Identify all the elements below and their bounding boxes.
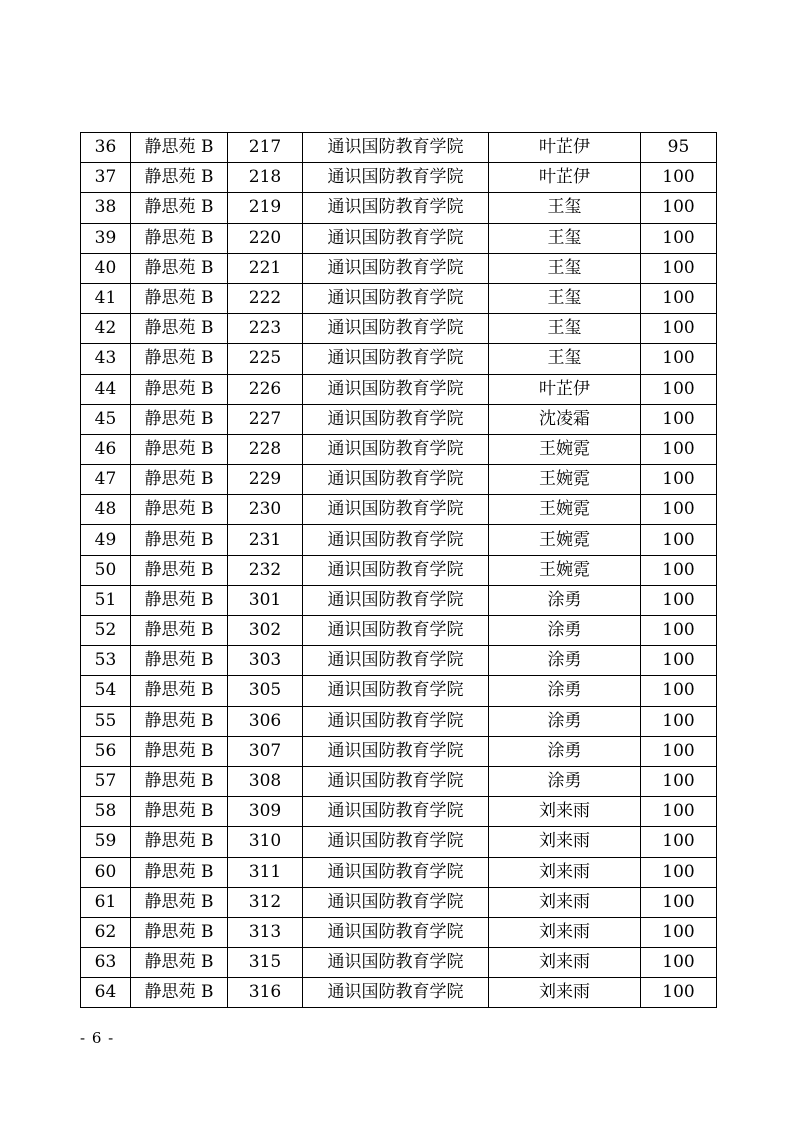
college-cell: 通识国防教育学院	[303, 857, 489, 887]
responsible-person-cell: 王婉霓	[489, 555, 641, 585]
room-number-cell: 302	[228, 616, 303, 646]
room-number-cell: 220	[228, 223, 303, 253]
college-cell: 通识国防教育学院	[303, 495, 489, 525]
building-cell: 静思苑 B	[131, 676, 228, 706]
row-number-cell: 36	[81, 133, 131, 163]
table-row	[81, 404, 717, 434]
row-number-cell: 59	[81, 827, 131, 857]
row-number-cell: 45	[81, 404, 131, 434]
row-number-cell: 49	[81, 525, 131, 555]
college-cell: 通识国防教育学院	[303, 223, 489, 253]
building-cell: 静思苑 B	[131, 314, 228, 344]
responsible-person-cell: 叶芷伊	[489, 163, 641, 193]
score-cell: 100	[641, 797, 717, 827]
building-cell: 静思苑 B	[131, 283, 228, 313]
table-row	[81, 616, 717, 646]
responsible-person-cell: 王婉霓	[489, 495, 641, 525]
table-row	[81, 948, 717, 978]
row-number-cell: 56	[81, 736, 131, 766]
building-cell: 静思苑 B	[131, 766, 228, 796]
building-cell: 静思苑 B	[131, 585, 228, 615]
responsible-person-cell: 刘来雨	[489, 948, 641, 978]
row-number-cell: 53	[81, 646, 131, 676]
table-row	[81, 555, 717, 585]
table-row	[81, 283, 717, 313]
score-cell: 100	[641, 917, 717, 947]
table-row	[81, 253, 717, 283]
building-cell: 静思苑 B	[131, 374, 228, 404]
responsible-person-cell: 王玺	[489, 283, 641, 313]
college-cell: 通识国防教育学院	[303, 616, 489, 646]
college-cell: 通识国防教育学院	[303, 585, 489, 615]
room-number-cell: 229	[228, 465, 303, 495]
building-cell: 静思苑 B	[131, 465, 228, 495]
room-number-cell: 217	[228, 133, 303, 163]
score-cell: 100	[641, 163, 717, 193]
room-number-cell: 219	[228, 193, 303, 223]
building-cell: 静思苑 B	[131, 887, 228, 917]
score-cell: 100	[641, 525, 717, 555]
table-row	[81, 314, 717, 344]
score-cell: 100	[641, 495, 717, 525]
room-number-cell: 232	[228, 555, 303, 585]
room-number-cell: 227	[228, 404, 303, 434]
building-cell: 静思苑 B	[131, 525, 228, 555]
score-cell: 100	[641, 344, 717, 374]
score-cell: 100	[641, 434, 717, 464]
room-number-cell: 222	[228, 283, 303, 313]
score-cell: 100	[641, 404, 717, 434]
page-number: - 6 -	[80, 1029, 115, 1047]
college-cell: 通识国防教育学院	[303, 827, 489, 857]
table-row	[81, 857, 717, 887]
row-number-cell: 40	[81, 253, 131, 283]
responsible-person-cell: 刘来雨	[489, 917, 641, 947]
table-row	[81, 374, 717, 404]
building-cell: 静思苑 B	[131, 797, 228, 827]
college-cell: 通识国防教育学院	[303, 344, 489, 374]
responsible-person-cell: 刘来雨	[489, 887, 641, 917]
building-cell: 静思苑 B	[131, 495, 228, 525]
responsible-person-cell: 王婉霓	[489, 525, 641, 555]
score-cell: 100	[641, 857, 717, 887]
row-number-cell: 64	[81, 978, 131, 1008]
college-cell: 通识国防教育学院	[303, 676, 489, 706]
score-cell: 100	[641, 283, 717, 313]
building-cell: 静思苑 B	[131, 736, 228, 766]
row-number-cell: 58	[81, 797, 131, 827]
row-number-cell: 63	[81, 948, 131, 978]
score-cell: 100	[641, 766, 717, 796]
row-number-cell: 54	[81, 676, 131, 706]
row-number-cell: 43	[81, 344, 131, 374]
table-row	[81, 344, 717, 374]
responsible-person-cell: 王玺	[489, 314, 641, 344]
responsible-person-cell: 刘来雨	[489, 827, 641, 857]
room-number-cell: 311	[228, 857, 303, 887]
table-row	[81, 706, 717, 736]
table-row	[81, 917, 717, 947]
score-cell: 100	[641, 616, 717, 646]
responsible-person-cell: 涂勇	[489, 585, 641, 615]
score-cell: 100	[641, 253, 717, 283]
score-cell: 100	[641, 676, 717, 706]
responsible-person-cell: 涂勇	[489, 706, 641, 736]
college-cell: 通识国防教育学院	[303, 283, 489, 313]
room-number-cell: 305	[228, 676, 303, 706]
room-number-cell: 231	[228, 525, 303, 555]
responsible-person-cell: 王玺	[489, 344, 641, 374]
room-number-cell: 226	[228, 374, 303, 404]
building-cell: 静思苑 B	[131, 857, 228, 887]
building-cell: 静思苑 B	[131, 917, 228, 947]
row-number-cell: 55	[81, 706, 131, 736]
college-cell: 通识国防教育学院	[303, 555, 489, 585]
college-cell: 通识国防教育学院	[303, 314, 489, 344]
college-cell: 通识国防教育学院	[303, 434, 489, 464]
building-cell: 静思苑 B	[131, 223, 228, 253]
score-cell: 95	[641, 133, 717, 163]
table-row	[81, 434, 717, 464]
row-number-cell: 38	[81, 193, 131, 223]
building-cell: 静思苑 B	[131, 978, 228, 1008]
college-cell: 通识国防教育学院	[303, 978, 489, 1008]
row-number-cell: 51	[81, 585, 131, 615]
building-cell: 静思苑 B	[131, 646, 228, 676]
table-row	[81, 223, 717, 253]
college-cell: 通识国防教育学院	[303, 374, 489, 404]
room-number-cell: 313	[228, 917, 303, 947]
room-number-cell: 306	[228, 706, 303, 736]
room-number-cell: 230	[228, 495, 303, 525]
college-cell: 通识国防教育学院	[303, 948, 489, 978]
row-number-cell: 47	[81, 465, 131, 495]
college-cell: 通识国防教育学院	[303, 133, 489, 163]
row-number-cell: 41	[81, 283, 131, 313]
score-cell: 100	[641, 374, 717, 404]
building-cell: 静思苑 B	[131, 616, 228, 646]
score-cell: 100	[641, 465, 717, 495]
score-cell: 100	[641, 223, 717, 253]
table-row	[81, 887, 717, 917]
inspection-table	[80, 132, 717, 1008]
score-cell: 100	[641, 555, 717, 585]
room-number-cell: 316	[228, 978, 303, 1008]
college-cell: 通识国防教育学院	[303, 404, 489, 434]
college-cell: 通识国防教育学院	[303, 525, 489, 555]
score-cell: 100	[641, 736, 717, 766]
table-row	[81, 736, 717, 766]
table-row	[81, 676, 717, 706]
score-cell: 100	[641, 706, 717, 736]
college-cell: 通识国防教育学院	[303, 917, 489, 947]
responsible-person-cell: 沈凌霜	[489, 404, 641, 434]
table-body	[81, 133, 717, 1008]
building-cell: 静思苑 B	[131, 555, 228, 585]
row-number-cell: 39	[81, 223, 131, 253]
college-cell: 通识国防教育学院	[303, 465, 489, 495]
score-cell: 100	[641, 948, 717, 978]
row-number-cell: 57	[81, 766, 131, 796]
row-number-cell: 37	[81, 163, 131, 193]
row-number-cell: 42	[81, 314, 131, 344]
room-number-cell: 312	[228, 887, 303, 917]
responsible-person-cell: 王玺	[489, 193, 641, 223]
score-cell: 100	[641, 827, 717, 857]
responsible-person-cell: 王婉霓	[489, 434, 641, 464]
building-cell: 静思苑 B	[131, 827, 228, 857]
table-row	[81, 646, 717, 676]
room-number-cell: 315	[228, 948, 303, 978]
table-row	[81, 827, 717, 857]
row-number-cell: 60	[81, 857, 131, 887]
building-cell: 静思苑 B	[131, 193, 228, 223]
row-number-cell: 61	[81, 887, 131, 917]
building-cell: 静思苑 B	[131, 163, 228, 193]
score-cell: 100	[641, 585, 717, 615]
room-number-cell: 221	[228, 253, 303, 283]
responsible-person-cell: 叶芷伊	[489, 133, 641, 163]
responsible-person-cell: 涂勇	[489, 736, 641, 766]
responsible-person-cell: 王玺	[489, 223, 641, 253]
responsible-person-cell: 涂勇	[489, 676, 641, 706]
score-cell: 100	[641, 978, 717, 1008]
room-number-cell: 223	[228, 314, 303, 344]
room-number-cell: 308	[228, 766, 303, 796]
room-number-cell: 301	[228, 585, 303, 615]
responsible-person-cell: 涂勇	[489, 766, 641, 796]
table-row	[81, 978, 717, 1008]
room-number-cell: 218	[228, 163, 303, 193]
table-row	[81, 495, 717, 525]
college-cell: 通识国防教育学院	[303, 887, 489, 917]
row-number-cell: 46	[81, 434, 131, 464]
college-cell: 通识国防教育学院	[303, 706, 489, 736]
table-row	[81, 465, 717, 495]
building-cell: 静思苑 B	[131, 706, 228, 736]
responsible-person-cell: 刘来雨	[489, 978, 641, 1008]
college-cell: 通识国防教育学院	[303, 646, 489, 676]
building-cell: 静思苑 B	[131, 404, 228, 434]
building-cell: 静思苑 B	[131, 434, 228, 464]
table-row	[81, 193, 717, 223]
score-cell: 100	[641, 314, 717, 344]
college-cell: 通识国防教育学院	[303, 193, 489, 223]
room-number-cell: 307	[228, 736, 303, 766]
row-number-cell: 48	[81, 495, 131, 525]
college-cell: 通识国防教育学院	[303, 736, 489, 766]
table-row	[81, 797, 717, 827]
responsible-person-cell: 王玺	[489, 253, 641, 283]
table-row	[81, 133, 717, 163]
score-cell: 100	[641, 193, 717, 223]
table-row	[81, 163, 717, 193]
row-number-cell: 50	[81, 555, 131, 585]
room-number-cell: 309	[228, 797, 303, 827]
responsible-person-cell: 涂勇	[489, 646, 641, 676]
responsible-person-cell: 刘来雨	[489, 857, 641, 887]
table-row	[81, 766, 717, 796]
row-number-cell: 44	[81, 374, 131, 404]
building-cell: 静思苑 B	[131, 344, 228, 374]
room-number-cell: 303	[228, 646, 303, 676]
table-row	[81, 525, 717, 555]
row-number-cell: 62	[81, 917, 131, 947]
college-cell: 通识国防教育学院	[303, 766, 489, 796]
college-cell: 通识国防教育学院	[303, 253, 489, 283]
room-number-cell: 310	[228, 827, 303, 857]
responsible-person-cell: 王婉霓	[489, 465, 641, 495]
building-cell: 静思苑 B	[131, 948, 228, 978]
room-number-cell: 225	[228, 344, 303, 374]
college-cell: 通识国防教育学院	[303, 163, 489, 193]
score-cell: 100	[641, 887, 717, 917]
score-cell: 100	[641, 646, 717, 676]
building-cell: 静思苑 B	[131, 253, 228, 283]
table-row	[81, 585, 717, 615]
room-number-cell: 228	[228, 434, 303, 464]
row-number-cell: 52	[81, 616, 131, 646]
responsible-person-cell: 刘来雨	[489, 797, 641, 827]
college-cell: 通识国防教育学院	[303, 797, 489, 827]
building-cell: 静思苑 B	[131, 133, 228, 163]
responsible-person-cell: 涂勇	[489, 616, 641, 646]
responsible-person-cell: 叶芷伊	[489, 374, 641, 404]
